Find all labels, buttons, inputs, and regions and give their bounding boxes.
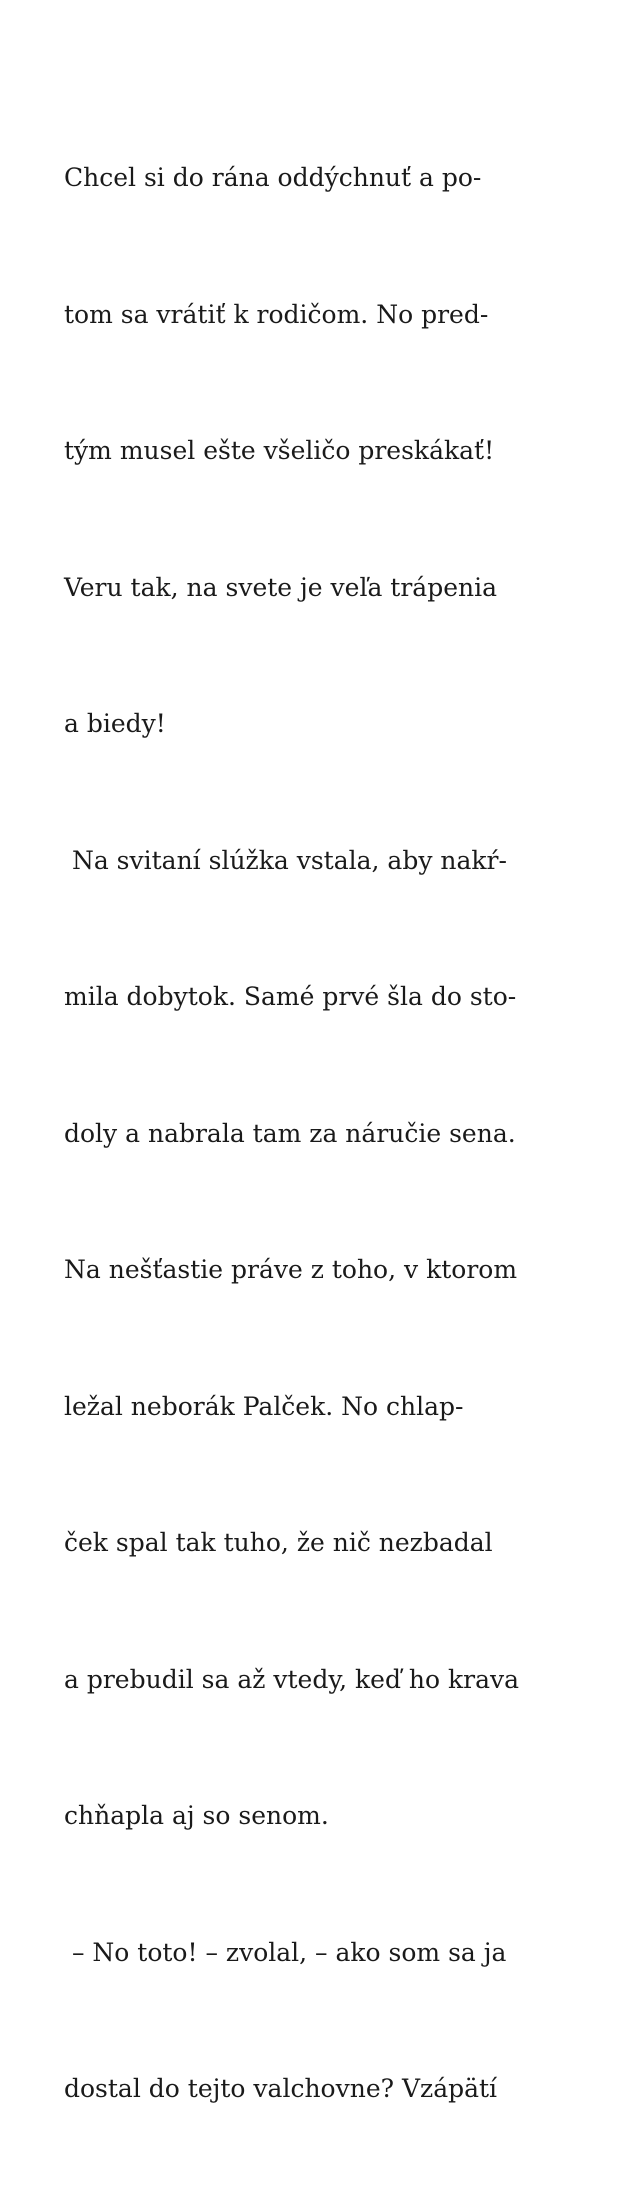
text-line: tým musel ešte všeličo preskákať! bbox=[64, 436, 495, 465]
text-line: Chcel si do rána oddýchnuť a po- bbox=[64, 163, 482, 192]
text-line: a prebudil sa až vtedy, keď ho krava bbox=[64, 1664, 520, 1694]
text-line: Na nešťastie práve z toho, v ktorom bbox=[64, 1255, 518, 1284]
text-line: dostal do tejto valchovne? Vzápätí bbox=[64, 2074, 498, 2103]
text-line: mila dobytok. Samé prvé šla do sto- bbox=[64, 982, 517, 1011]
text-line: Veru tak, na svete je veľa trápenia bbox=[64, 572, 497, 602]
text-line: a biedy! bbox=[64, 709, 166, 738]
text-line: ček spal tak tuho, že nič nezbadal bbox=[64, 1528, 493, 1557]
text-line: ležal neborák Palček. No chlap- bbox=[64, 1391, 464, 1421]
page-text bbox=[64, 64, 584, 2203]
text-line: Na svitaní slúžka vstala, aby nakŕ- bbox=[64, 845, 507, 875]
text-line: doly a nabrala tam za náručie sena. bbox=[64, 1118, 516, 1148]
text-line: tom sa vrátiť k rodičom. No pred- bbox=[64, 299, 489, 329]
text-line: chňapla aj so senom. bbox=[64, 1801, 329, 1830]
text-line: – No toto! – zvolal, – ako som sa ja bbox=[64, 1937, 507, 1967]
